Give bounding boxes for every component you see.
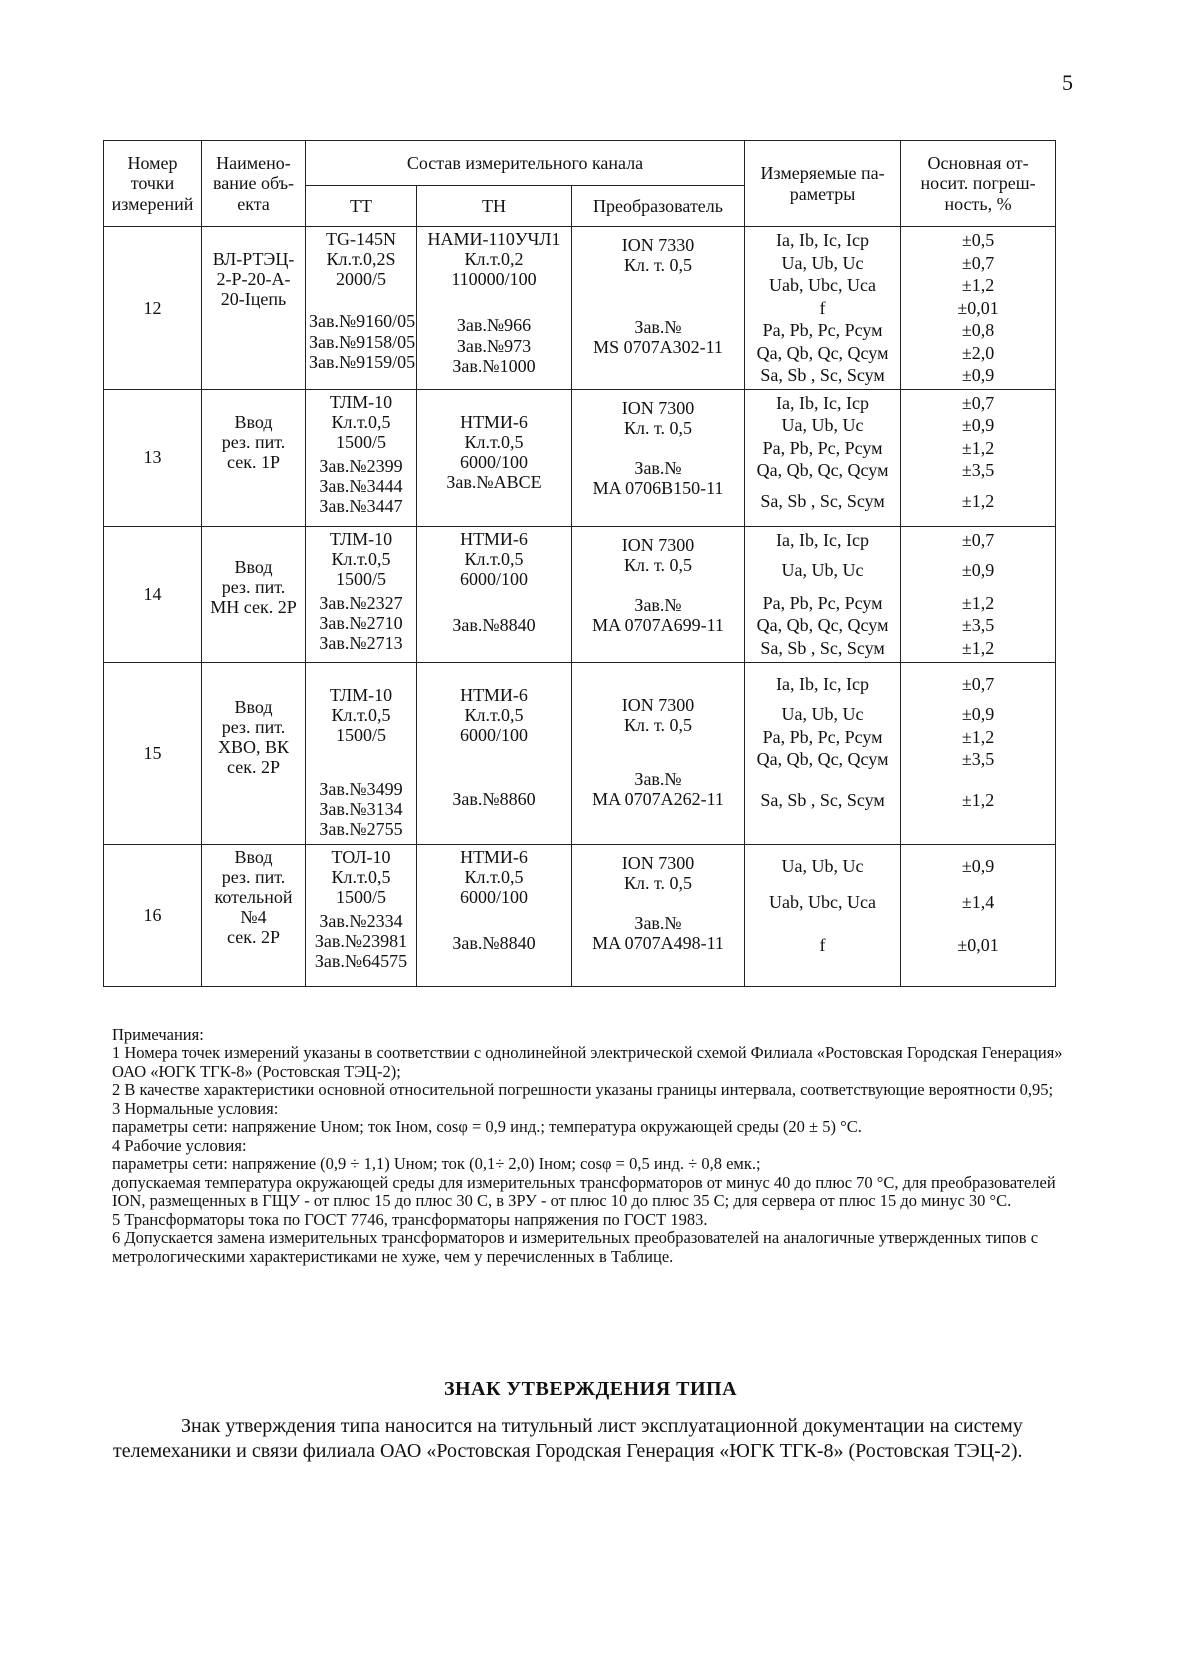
params-cell: Ia, Ib, Ic, Iср Ua, Ub, Uc Pa, Pb, Pc, Pсум Qa, Qb, Qc, Qсум Sa, Sb , Sc, Sсум: [745, 389, 901, 526]
tn-cell: НАМИ-110УЧЛ1 Кл.т.0,2 110000/100 Зав.№966 Зав.№973 Зав.№1000: [417, 227, 572, 390]
tt-cell: ТЛМ-10 Кл.т.0,5 1500/5 Зав.№2327 Зав.№2710 Зав.№2713: [306, 526, 417, 662]
object-name-cell: Ввод рез. пит. котельной №4 сек. 2Р: [202, 844, 306, 986]
note-item: 3 Нормальные условия:: [112, 1098, 279, 1118]
note-item: 2 В качестве характеристики основной относительной погрешности указаны границы интервала, соответствующие вероятности 0,95;: [112, 1080, 1054, 1100]
note-item: параметры сети: напряжение (0,9 ÷ 1,1) Uном; ток (0,1÷ 2,0) Iном; cosφ = 0,5 инд. ÷ 0,8 емк.;: [112, 1154, 761, 1174]
converter-cell: ION 7300 Кл. т. 0,5 Зав.№ MA 0706B150-11: [572, 389, 745, 526]
object-name-cell: Ввод рез. пит. ХВО, ВК сек. 2Р: [202, 662, 306, 844]
converter-cell: ION 7330 Кл. т. 0,5 Зав.№ MS 0707A302-11: [572, 227, 745, 390]
note-item: 6 Допускается замена измерительных трансформаторов и измерительных преобразователей на аналогичные утвержденных типов с метрологическими характеристиками не хуже, чем у перечисленных в Таблице.: [112, 1228, 1039, 1266]
header-tt: ТТ: [306, 186, 417, 227]
tt-cell: ТЛМ-10 Кл.т.0,5 1500/5 Зав.№2399 Зав.№3444 Зав.№3447: [306, 389, 417, 526]
note-item: допускаемая температура окружающей среды для измерительных трансформаторов от минус 40 до плюс 70 °С, для преобразователей ION, размещенных в ГЩУ - от плюс 15 до плюс 30 С, в ЗРУ - от плюс 10 до плюс 35 С; для сервера от плюс 15 до минус 30 °С.: [112, 1172, 1056, 1211]
object-name-cell: Ввод рез. пит. МН сек. 2Р: [202, 526, 306, 662]
page-number: 5: [1062, 70, 1073, 95]
table-row: [104, 844, 1056, 986]
point-no-cell: 14: [104, 526, 202, 662]
converter-cell: ION 7300 Кл. т. 0,5 Зав.№ MA 0707A498-11: [572, 844, 745, 986]
notes-section: [112, 1026, 1072, 1266]
tn-cell: НТМИ-6 Кл.т.0,5 6000/100 Зав.№АВСЕ: [417, 389, 572, 526]
header-tn: ТН: [417, 186, 572, 227]
error-cell: ±0,9 ±1,4 ±0,01: [901, 844, 1056, 986]
header-params: Измеряемые па- раметры: [745, 141, 901, 227]
header-converter: Преобразователь: [572, 186, 745, 227]
params-cell: Ua, Ub, Uc Uab, Ubc, Uca f: [745, 844, 901, 986]
params-cell: Ia, Ib, Ic, Iср Ua, Ub, Uc Uab, Ubc, Uca f Pa, Pb, Pc, Pсум Qa, Qb, Qc, Qсум Sa, Sb , Sc, Sсум: [745, 227, 901, 390]
note-item: 5 Трансформаторы тока по ГОСТ 7746, трансформаторы напряжения по ГОСТ 1983.: [112, 1209, 708, 1229]
table-row: [104, 662, 1056, 844]
error-cell: ±0,7 ±0,9 ±1,2 ±3,5 ±1,2: [901, 662, 1056, 844]
point-no-cell: 13: [104, 389, 202, 526]
object-name-cell: Ввод рез. пит. сек. 1Р: [202, 389, 306, 526]
converter-cell: ION 7300 Кл. т. 0,5 Зав.№ MA 0707A699-11: [572, 526, 745, 662]
note-item: 1 Номера точек измерений указаны в соответствии с однолинейной электрической схемой Филиала «Ростовская Городская Генерация» ОАО «ЮГК ТГК-8» (Ростовская ТЭЦ-2);: [112, 1043, 1063, 1081]
table-row: [104, 389, 1056, 526]
point-no-cell: 16: [104, 844, 202, 986]
header-object-name: Наимено- вание объ- екта: [202, 141, 306, 227]
tn-cell: НТМИ-6 Кл.т.0,5 6000/100 Зав.№8840: [417, 844, 572, 986]
params-cell: Ia, Ib, Ic, Iср Ua, Ub, Uc Pa, Pb, Pc, Pсум Qa, Qb, Qc, Qсум Sa, Sb , Sc, Sсум: [745, 526, 901, 662]
notes-title: Примечания:: [112, 1025, 204, 1044]
note-item: параметры сети: напряжение Uном; ток Iном, cosφ = 0,9 инд.; температура окружающей среды (20 ± 5) °С.: [112, 1117, 862, 1137]
table-row: [104, 526, 1056, 662]
error-cell: ±0,7 ±0,9 ±1,2 ±3,5 ±1,2: [901, 389, 1056, 526]
header-error: Основная от- носит. погреш- ность, %: [901, 141, 1056, 227]
error-cell: ±0,5 ±0,7 ±1,2 ±0,01 ±0,8 ±2,0 ±0,9: [901, 227, 1056, 390]
header-channel: Состав измерительного канала: [306, 141, 745, 186]
tn-cell: НТМИ-6 Кл.т.0,5 6000/100 Зав.№8860: [417, 662, 572, 844]
params-cell: Ia, Ib, Ic, Iср Ua, Ub, Uc Pa, Pb, Pc, Pсум Qa, Qb, Qc, Qсум Sa, Sb , Sc, Sсум: [745, 662, 901, 844]
tt-cell: TG-145N Кл.т.0,2S 2000/5 Зав.№9160/05 Зав.№9158/05 Зав.№9159/05: [306, 227, 417, 390]
section-paragraph: Знак утверждения типа наносится на титульный лист эксплуатационной документации на систему телемеханики и связи филиала ОАО «Ростовская Городская Генерация «ЮГК ТГК-8» (Ростовская ТЭЦ-2).: [113, 1415, 1023, 1463]
note-item: 4 Рабочие условия:: [112, 1135, 247, 1155]
object-name-cell: ВЛ-РТЭЦ- 2-Р-20-А- 20-Iцепь: [202, 227, 306, 390]
tn-cell: НТМИ-6 Кл.т.0,5 6000/100 Зав.№8840: [417, 526, 572, 662]
table-row: [104, 227, 1056, 390]
section-heading: ЗНАК УТВЕРЖДЕНИЯ ТИПА: [443, 1378, 738, 1400]
point-no-cell: 15: [104, 662, 202, 844]
error-cell: ±0,7 ±0,9 ±1,2 ±3,5 ±1,2: [901, 526, 1056, 662]
point-no-cell: 12: [104, 227, 202, 390]
measurement-channels-table: [103, 140, 1056, 987]
tt-cell: ТОЛ-10 Кл.т.0,5 1500/5 Зав.№2334 Зав.№23981 Зав.№64575: [306, 844, 417, 986]
header-point-no: Номер точки измерений: [104, 141, 202, 227]
converter-cell: ION 7300 Кл. т. 0,5 Зав.№ MA 0707A262-11: [572, 662, 745, 844]
tt-cell: ТЛМ-10 Кл.т.0,5 1500/5 Зав.№3499 Зав.№3134 Зав.№2755: [306, 662, 417, 844]
measurement-table-wrapper: [103, 140, 1055, 987]
